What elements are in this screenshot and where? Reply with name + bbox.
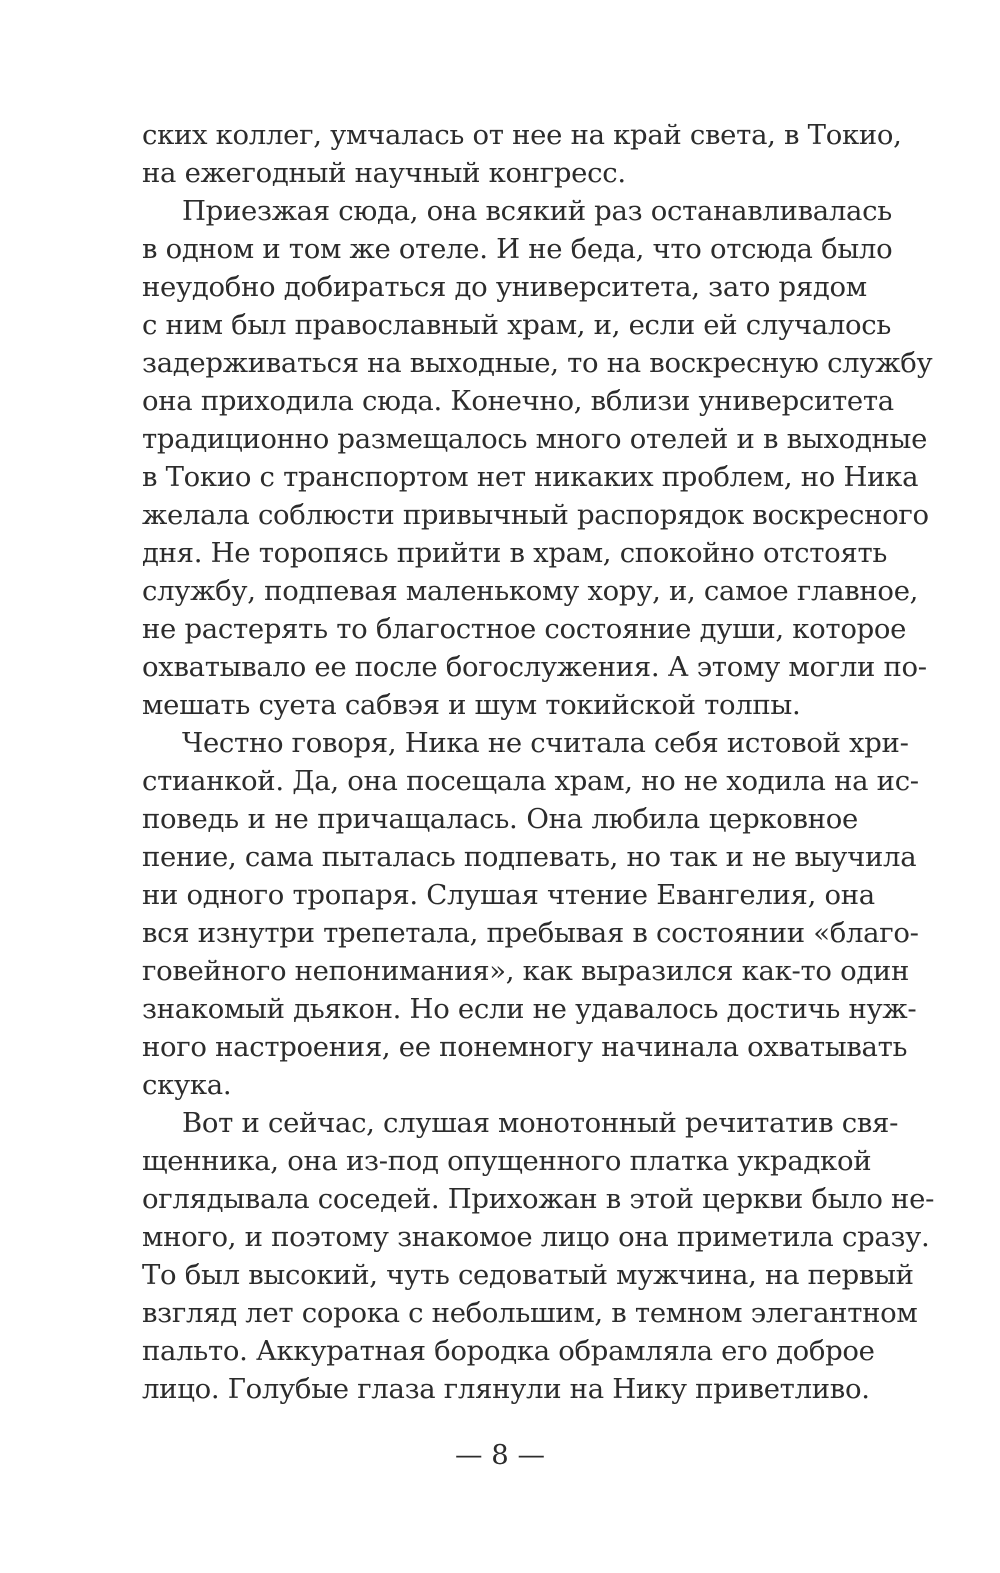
text-line: Честно говоря, Ника не считала себя истовой хри- xyxy=(182,727,909,759)
paragraph xyxy=(142,1104,935,1408)
text-line: ских коллег, умчалась от нее на край света, в Токио, xyxy=(142,119,902,151)
text-line: ни одного тропаря. Слушая чтение Евангелия, она xyxy=(142,879,875,911)
text-line: в одном и том же отеле. И не беда, что отсюда было xyxy=(142,233,893,265)
text-line: желала соблюсти привычный распорядок воскресного xyxy=(142,499,929,531)
page-number: — 8 — xyxy=(455,1439,545,1471)
text-line: пение, сама пыталась подпевать, но так и не выучила xyxy=(142,841,917,873)
text-line: традиционно размещалось много отелей и в выходные xyxy=(142,423,928,455)
text-line: стианкой. Да, она посещала храм, но не ходила на ис- xyxy=(142,765,919,797)
text-line: дня. Не торопясь прийти в храм, спокойно отстоять xyxy=(142,537,888,569)
text-line: с ним был православный храм, и, если ей случалось xyxy=(142,309,892,341)
text-line: задерживаться на выходные, то на воскресную службу xyxy=(142,347,933,379)
text-line: вся изнутри трепетала, пребывая в состоянии «благо- xyxy=(142,917,919,949)
text-line: ного настроения, ее понемногу начинала охватывать xyxy=(142,1031,908,1063)
text-line: знакомый дьякон. Но если не удавалось достичь нуж- xyxy=(142,993,917,1025)
text-line: оглядывала соседей. Прихожан в этой церкви было не- xyxy=(142,1183,935,1215)
text-line: пальто. Аккуратная бородка обрамляла его доброе xyxy=(142,1335,875,1367)
paragraph xyxy=(142,192,933,724)
text-line: не растерять то благостное состояние души, которое xyxy=(142,613,907,645)
text-line: говейного непонимания», как выразился как-то один xyxy=(142,955,910,987)
paragraph xyxy=(142,116,902,192)
text-line: неудобно добираться до университета, зато рядом xyxy=(142,271,867,303)
body-text xyxy=(142,116,935,1408)
text-line: скука. xyxy=(142,1069,232,1101)
text-line: на ежегодный научный конгресс. xyxy=(142,157,626,189)
text-line: То был высокий, чуть седоватый мужчина, на первый xyxy=(142,1259,914,1291)
text-line: много, и поэтому знакомое лицо она приметила сразу. xyxy=(142,1221,930,1253)
text-line: взгляд лет сорока с небольшим, в темном элегантном xyxy=(142,1297,918,1329)
text-line: лицо. Голубые глаза глянули на Нику приветливо. xyxy=(142,1373,870,1405)
text-line: в Токио с транспортом нет никаких проблем, но Ника xyxy=(142,461,919,493)
text-line: поведь и не причащалась. Она любила церковное xyxy=(142,803,858,835)
text-line: службу, подпевая маленькому хору, и, самое главное, xyxy=(142,575,919,607)
paragraph xyxy=(142,724,919,1104)
text-line: охватывало ее после богослужения. А этому могли по- xyxy=(142,651,927,683)
text-line: Вот и сейчас, слушая монотонный речитатив свя- xyxy=(182,1107,899,1139)
text-line: щенника, она из-под опущенного платка украдкой xyxy=(142,1145,872,1177)
text-line: Приезжая сюда, она всякий раз останавливалась xyxy=(182,195,892,227)
text-line: мешать суета сабвэя и шум токийской толпы. xyxy=(142,689,801,721)
text-line: она приходила сюда. Конечно, вблизи университета xyxy=(142,385,894,417)
